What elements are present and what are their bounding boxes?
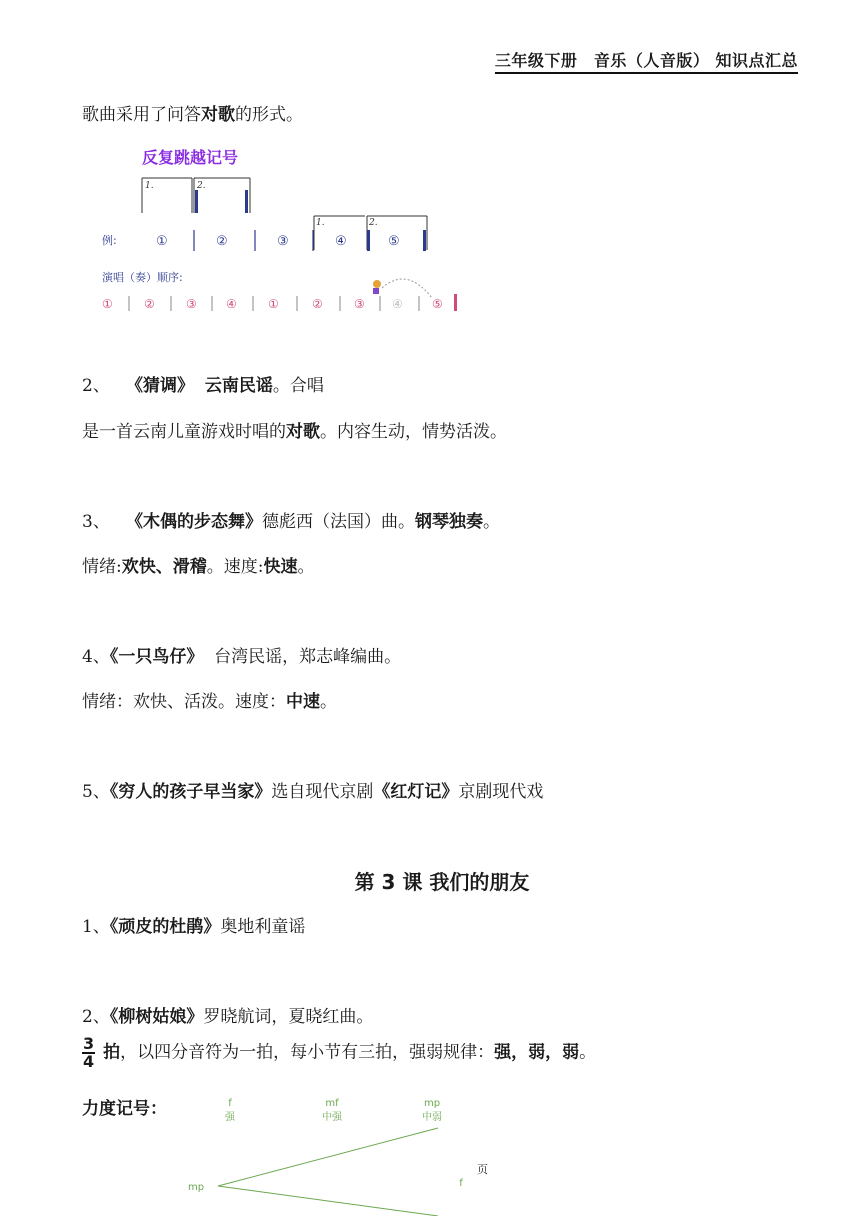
intro-line: 歌曲采用了问答对歌的形式。 xyxy=(82,105,303,125)
example-num-4: ④ xyxy=(335,234,347,249)
time-signature: $\frac{3}{4}$ xyxy=(83,1034,95,1071)
item-2-desc: 是一首云南儿童游戏时唱的对歌。内容生动，情势活泼。 xyxy=(82,422,507,442)
crescendo-hairpin xyxy=(218,1128,438,1216)
hairpin-end-label: f xyxy=(459,1178,463,1189)
dyn-mf-name: 中强 xyxy=(322,1112,342,1123)
figure-title: 反复跳越记号 xyxy=(142,148,239,167)
order-label: 演唱（奏）顺序: xyxy=(102,271,183,284)
page-header: 三年级下册 音乐（人音版） 知识点汇总 xyxy=(495,48,798,74)
example-num-1: ① xyxy=(156,234,168,249)
svg-text:⑤: ⑤ xyxy=(432,297,443,311)
example-barlines xyxy=(194,230,313,251)
meter-line: $\frac{3}{4}$ 拍，以四分音符为一拍，每小节有三拍，强弱规律：强，弱，弱。 xyxy=(83,1034,597,1071)
svg-text:1.: 1. xyxy=(145,181,154,191)
lesson-3-heading: 第 3 课 我们的朋友 xyxy=(354,870,530,894)
svg-text:①: ① xyxy=(268,297,279,311)
lesson3-item-1: 1、《顽皮的杜鹃》奥地利童谣 xyxy=(82,917,306,937)
svg-text:2.: 2. xyxy=(197,181,206,191)
example-num-3: ③ xyxy=(277,234,289,249)
dynamics-label: 力度记号： xyxy=(82,1099,167,1119)
item-2-title: 2、 《猜调》 云南民谣。合唱 xyxy=(82,376,324,396)
item-4-title: 4、《一只鸟仔》 台湾民谣，郑志峰编曲。 xyxy=(82,647,402,667)
example-num-2: ② xyxy=(216,234,228,249)
svg-text:①: ① xyxy=(102,297,113,311)
example-num-5: ⑤ xyxy=(388,234,400,249)
page-label: 页 xyxy=(477,1163,488,1176)
item-5-title: 5、《穷人的孩子早当家》选自现代京剧《红灯记》京剧现代戏 xyxy=(82,782,544,802)
dyn-f-mark: f xyxy=(228,1098,232,1109)
dyn-mp-name: 中弱 xyxy=(422,1112,442,1123)
jumping-figure-icon xyxy=(373,279,432,298)
lesson3-item-2: 2、《柳树姑娘》罗晓航词，夏晓红曲。 xyxy=(82,1007,374,1027)
dyn-mp-mark: mp xyxy=(423,1098,441,1109)
svg-text:②: ② xyxy=(312,297,323,311)
svg-text:④: ④ xyxy=(226,297,237,311)
svg-text:②: ② xyxy=(144,297,155,311)
hairpin-start-label: mp xyxy=(187,1182,205,1193)
item-4-desc: 情绪：欢快、活泼。速度：中速。 xyxy=(82,692,337,712)
svg-text:1.: 1. xyxy=(316,218,325,228)
svg-text:③: ③ xyxy=(354,297,365,311)
order-row xyxy=(102,297,443,311)
item-3-desc: 情绪:欢快、滑稽。速度:快速。 xyxy=(82,557,315,577)
example-label: 例: xyxy=(102,234,117,247)
svg-text:③: ③ xyxy=(186,297,197,311)
repeat-sign-figure xyxy=(92,138,472,323)
item-3-title: 3、 《木偶的步态舞》德彪西（法国）曲。钢琴独奏。 xyxy=(82,512,501,532)
dyn-mf-mark: mf xyxy=(325,1098,339,1109)
dynamics-diagram xyxy=(170,1090,490,1216)
dyn-f-name: 强 xyxy=(225,1112,235,1123)
svg-text:④: ④ xyxy=(392,297,403,311)
svg-text:2.: 2. xyxy=(369,218,378,228)
